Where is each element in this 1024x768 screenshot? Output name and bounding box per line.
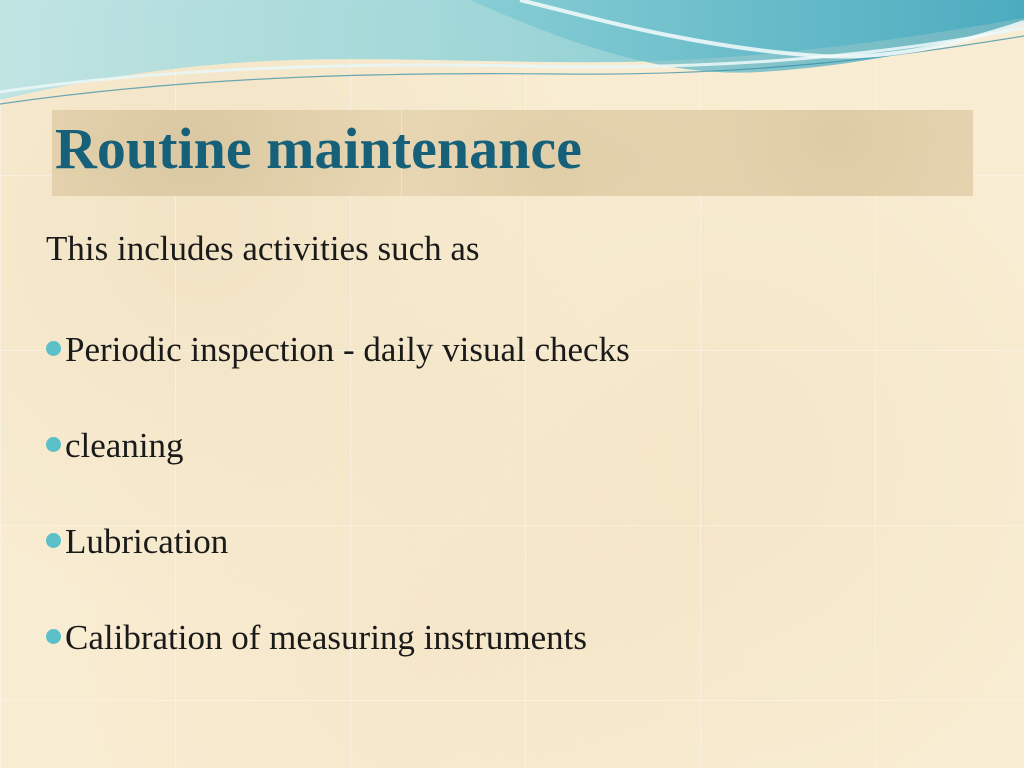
bullet-icon: [46, 533, 61, 548]
list-item: [46, 522, 630, 562]
intro-text: This includes activities such as: [46, 229, 480, 268]
bullet-list: [46, 330, 630, 714]
bullet-icon: [46, 341, 61, 356]
bullet-label: cleaning: [65, 426, 184, 465]
list-item: [46, 618, 630, 658]
bullet-label: Calibration of measuring instruments: [65, 618, 587, 657]
list-item: [46, 426, 630, 466]
list-item: [46, 330, 630, 370]
decorative-top-wave: [0, 0, 1024, 120]
bullet-label: Periodic inspection - daily visual checks: [65, 330, 630, 369]
slide-title: Routine maintenance: [55, 116, 582, 181]
bullet-label: Lubrication: [65, 522, 229, 561]
title-bar: [52, 110, 973, 196]
bullet-icon: [46, 629, 61, 644]
bullet-icon: [46, 437, 61, 452]
